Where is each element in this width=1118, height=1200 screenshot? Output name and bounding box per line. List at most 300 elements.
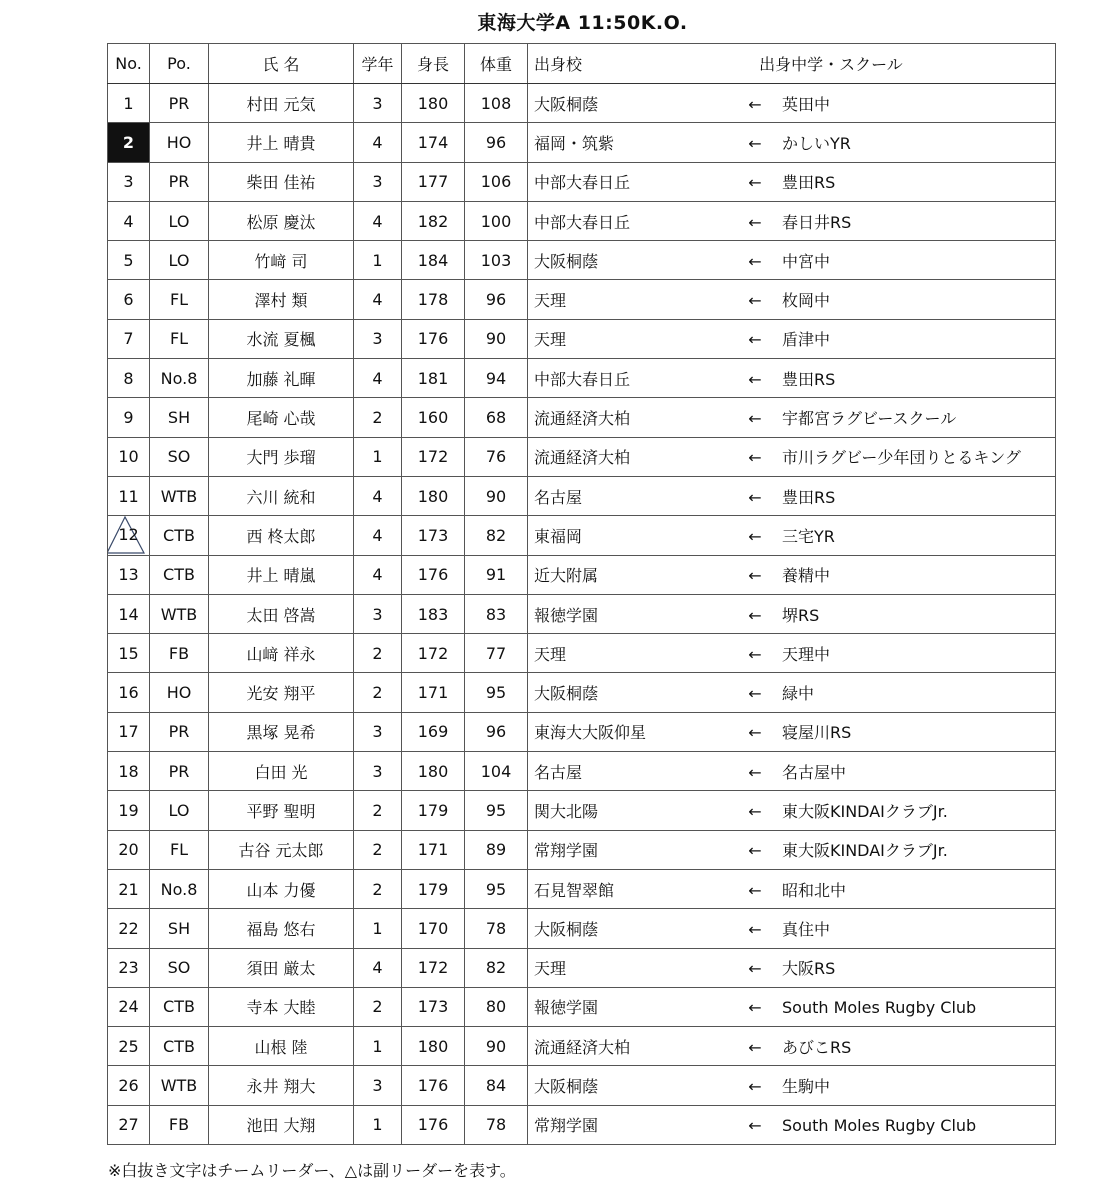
cell-name: 井上 晴貴: [209, 123, 354, 162]
cell-no: 24: [108, 987, 150, 1026]
cell-school: [528, 241, 1056, 280]
cell-no-text: 12: [118, 525, 139, 545]
cell-height: 173: [402, 516, 465, 555]
cell-position: WTB: [150, 1066, 209, 1105]
cell-school: [528, 84, 1056, 123]
arrow-icon: ←: [748, 291, 762, 311]
cell-no: 7: [108, 319, 150, 358]
cell-no: 20: [108, 830, 150, 869]
cell-school: [528, 712, 1056, 751]
cell-height: 179: [402, 791, 465, 830]
cell-position: PR: [150, 752, 209, 791]
arrow-icon: ←: [748, 173, 762, 193]
table-row: [108, 673, 1056, 712]
school-name: 天理: [534, 330, 567, 350]
cell-height: 176: [402, 1066, 465, 1105]
col-header-junior-label: 出身中学・スクール: [759, 55, 903, 74]
cell-no: 15: [108, 634, 150, 673]
school-name: 大阪桐蔭: [534, 94, 599, 114]
cell-height: 180: [402, 752, 465, 791]
junior-school-name: 天理中: [782, 644, 831, 664]
table-row: [108, 319, 1056, 358]
cell-no: 22: [108, 909, 150, 948]
page-title: 東海大学A 11:50K.O.: [477, 12, 688, 34]
cell-school: [528, 437, 1056, 476]
table-row: [108, 712, 1056, 751]
cell-name: 松原 慶汰: [209, 201, 354, 240]
arrow-icon: ←: [748, 723, 762, 743]
cell-position: CTB: [150, 555, 209, 594]
table-row: [108, 987, 1056, 1026]
cell-position: LO: [150, 241, 209, 280]
school-name: 近大附属: [534, 566, 599, 586]
cell-weight: 95: [465, 791, 528, 830]
school-name: 大阪桐蔭: [534, 919, 599, 939]
cell-position: CTB: [150, 516, 209, 555]
cell-position: FB: [150, 634, 209, 673]
cell-height: 182: [402, 201, 465, 240]
cell-year: 4: [354, 948, 402, 987]
junior-school-name: 英田中: [782, 94, 831, 114]
table-row: [108, 948, 1056, 987]
junior-school-name: 名古屋中: [782, 762, 847, 782]
col-header-year: 学年: [354, 44, 402, 84]
table-row: [108, 123, 1056, 162]
cell-position: SH: [150, 909, 209, 948]
cell-weight: 95: [465, 869, 528, 908]
cell-no: 3: [108, 162, 150, 201]
cell-height: 177: [402, 162, 465, 201]
cell-weight: 100: [465, 201, 528, 240]
cell-name: 村田 元気: [209, 84, 354, 123]
arrow-icon: ←: [748, 409, 762, 429]
cell-school: [528, 476, 1056, 515]
cell-weight: 96: [465, 712, 528, 751]
junior-school-name: 豊田RS: [782, 487, 836, 507]
cell-position: WTB: [150, 476, 209, 515]
col-header-school-label: 出身校: [534, 55, 583, 74]
cell-weight: 91: [465, 555, 528, 594]
cell-no: 21: [108, 869, 150, 908]
cell-height: 183: [402, 594, 465, 633]
cell-school: [528, 752, 1056, 791]
cell-school: [528, 791, 1056, 830]
cell-school: [528, 830, 1056, 869]
table-row: [108, 516, 1056, 555]
cell-height: 160: [402, 398, 465, 437]
cell-year: 2: [354, 673, 402, 712]
arrow-icon: ←: [748, 566, 762, 586]
table-row: [108, 359, 1056, 398]
cell-no: 4: [108, 201, 150, 240]
cell-name: 池田 大翔: [209, 1105, 354, 1144]
arrow-icon: ←: [748, 801, 762, 821]
cell-school: [528, 280, 1056, 319]
arrow-icon: ←: [748, 762, 762, 782]
cell-position: No.8: [150, 359, 209, 398]
junior-school-name: 堺RS: [782, 605, 820, 625]
cell-position: SH: [150, 398, 209, 437]
cell-position: FL: [150, 830, 209, 869]
table-row: [108, 476, 1056, 515]
cell-height: 169: [402, 712, 465, 751]
cell-height: 184: [402, 241, 465, 280]
arrow-icon: ←: [748, 1037, 762, 1057]
cell-position: SO: [150, 437, 209, 476]
school-name: 流通経済大柏: [534, 409, 631, 429]
arrow-icon: ←: [748, 998, 762, 1018]
cell-year: 2: [354, 869, 402, 908]
school-name: 常翔学園: [534, 1116, 599, 1136]
cell-height: 172: [402, 437, 465, 476]
junior-school-name: South Moles Rugby Club: [782, 998, 977, 1018]
cell-no: 18: [108, 752, 150, 791]
cell-year: 1: [354, 241, 402, 280]
cell-year: 3: [354, 162, 402, 201]
cell-year: 3: [354, 712, 402, 751]
table-row: [108, 909, 1056, 948]
junior-school-name: あびこRS: [782, 1037, 852, 1057]
cell-weight: 103: [465, 241, 528, 280]
cell-height: 178: [402, 280, 465, 319]
cell-position: PR: [150, 162, 209, 201]
footnote: ※白抜き文字はチームリーダー、△は副リーダーを表す。: [108, 1161, 516, 1180]
cell-school: [528, 162, 1056, 201]
cell-year: 3: [354, 752, 402, 791]
school-name: 報徳学園: [534, 605, 599, 625]
cell-position: No.8: [150, 869, 209, 908]
cell-name: 竹﨑 司: [209, 241, 354, 280]
cell-weight: 90: [465, 319, 528, 358]
school-name: 中部大春日丘: [534, 173, 631, 193]
cell-weight: 78: [465, 909, 528, 948]
arrow-icon: ←: [748, 330, 762, 350]
cell-position: LO: [150, 791, 209, 830]
school-name: 報徳学園: [534, 998, 599, 1018]
cell-name: 水流 夏楓: [209, 319, 354, 358]
cell-position: CTB: [150, 1027, 209, 1066]
table-row: [108, 437, 1056, 476]
cell-school: [528, 594, 1056, 633]
arrow-icon: ←: [748, 684, 762, 704]
cell-no: 19: [108, 791, 150, 830]
junior-school-name: 緑中: [782, 684, 815, 704]
arrow-icon: ←: [748, 841, 762, 861]
cell-year: 4: [354, 123, 402, 162]
table-row: [108, 1105, 1056, 1144]
roster-table: [107, 43, 1056, 1145]
junior-school-name: South Moles Rugby Club: [782, 1116, 977, 1136]
junior-school-name: 真住中: [782, 919, 831, 939]
junior-school-name: 東大阪KINDAIクラブJr.: [782, 801, 948, 821]
cell-height: 180: [402, 476, 465, 515]
cell-weight: 96: [465, 123, 528, 162]
table-row: [108, 752, 1056, 791]
cell-height: 180: [402, 84, 465, 123]
junior-school-name: 盾津中: [782, 330, 831, 350]
cell-school: [528, 909, 1056, 948]
cell-year: 2: [354, 634, 402, 673]
junior-school-name: 三宅YR: [782, 526, 835, 546]
cell-position: PR: [150, 712, 209, 751]
col-header-weight: 体重: [465, 44, 528, 84]
school-name: 名古屋: [534, 487, 583, 507]
cell-name: 平野 聖明: [209, 791, 354, 830]
junior-school-name: 枚岡中: [782, 291, 831, 311]
table-row: [108, 201, 1056, 240]
school-name: 天理: [534, 644, 567, 664]
cell-school: [528, 555, 1056, 594]
table-row: [108, 634, 1056, 673]
cell-weight: 90: [465, 476, 528, 515]
school-name: 石見智翠館: [534, 880, 615, 900]
cell-height: 172: [402, 634, 465, 673]
cell-height: 170: [402, 909, 465, 948]
cell-school: [528, 673, 1056, 712]
cell-school: [528, 359, 1056, 398]
cell-school: [528, 123, 1056, 162]
school-name: 東福岡: [534, 526, 583, 546]
cell-weight: 106: [465, 162, 528, 201]
cell-no: 6: [108, 280, 150, 319]
cell-weight: 104: [465, 752, 528, 791]
cell-name: 光安 翔平: [209, 673, 354, 712]
cell-height: 180: [402, 1027, 465, 1066]
cell-year: 3: [354, 84, 402, 123]
cell-year: 4: [354, 201, 402, 240]
table-row: [108, 84, 1056, 123]
cell-weight: 90: [465, 1027, 528, 1066]
cell-year: 4: [354, 359, 402, 398]
junior-school-name: 東大阪KINDAIクラブJr.: [782, 841, 948, 861]
cell-no: 26: [108, 1066, 150, 1105]
cell-name: 加藤 礼暉: [209, 359, 354, 398]
cell-weight: 95: [465, 673, 528, 712]
junior-school-name: かしいYR: [782, 133, 851, 153]
cell-name: 澤村 類: [209, 280, 354, 319]
cell-year: 1: [354, 1105, 402, 1144]
junior-school-name: 中宮中: [782, 251, 831, 271]
junior-school-name: 寝屋川RS: [782, 723, 852, 743]
cell-no: 14: [108, 594, 150, 633]
cell-year: 2: [354, 791, 402, 830]
cell-school: [528, 1066, 1056, 1105]
school-name: 大阪桐蔭: [534, 1077, 599, 1097]
junior-school-name: 豊田RS: [782, 173, 836, 193]
cell-name: 寺本 大睦: [209, 987, 354, 1026]
school-name: 流通経済大柏: [534, 1037, 631, 1057]
arrow-icon: ←: [748, 251, 762, 271]
cell-height: 171: [402, 673, 465, 712]
cell-school: [528, 398, 1056, 437]
col-header-school: [528, 44, 1056, 84]
arrow-icon: ←: [748, 959, 762, 979]
col-header-no: No.: [108, 44, 150, 84]
arrow-icon: ←: [748, 919, 762, 939]
junior-school-name: 大阪RS: [782, 959, 836, 979]
table-row: [108, 280, 1056, 319]
cell-position: FL: [150, 280, 209, 319]
cell-no: 17: [108, 712, 150, 751]
cell-height: 176: [402, 319, 465, 358]
table-row: [108, 869, 1056, 908]
cell-weight: 83: [465, 594, 528, 633]
cell-year: 3: [354, 1066, 402, 1105]
cell-year: 1: [354, 909, 402, 948]
cell-position: WTB: [150, 594, 209, 633]
cell-position: HO: [150, 673, 209, 712]
cell-height: 181: [402, 359, 465, 398]
table-row: [108, 241, 1056, 280]
table-row: [108, 1027, 1056, 1066]
cell-no: 25: [108, 1027, 150, 1066]
cell-position: LO: [150, 201, 209, 240]
cell-name: 尾崎 心哉: [209, 398, 354, 437]
cell-weight: 77: [465, 634, 528, 673]
junior-school-name: 豊田RS: [782, 369, 836, 389]
arrow-icon: ←: [748, 1077, 762, 1097]
school-name: 大阪桐蔭: [534, 684, 599, 704]
cell-name: 古谷 元太郎: [209, 830, 354, 869]
arrow-icon: ←: [748, 448, 762, 468]
cell-weight: 89: [465, 830, 528, 869]
cell-height: 176: [402, 555, 465, 594]
cell-no-vice-leader: [108, 516, 150, 555]
cell-no: 11: [108, 476, 150, 515]
arrow-icon: ←: [748, 644, 762, 664]
school-name: 東海大大阪仰星: [534, 723, 647, 743]
cell-year: 4: [354, 280, 402, 319]
cell-name: 黒塚 晃希: [209, 712, 354, 751]
cell-name: 山﨑 祥永: [209, 634, 354, 673]
junior-school-name: 生駒中: [782, 1077, 831, 1097]
cell-weight: 96: [465, 280, 528, 319]
school-name: 福岡・筑紫: [534, 133, 615, 153]
arrow-icon: ←: [748, 94, 762, 114]
cell-no: 27: [108, 1105, 150, 1144]
cell-name: 須田 厳太: [209, 948, 354, 987]
cell-name: 永井 翔大: [209, 1066, 354, 1105]
cell-weight: 80: [465, 987, 528, 1026]
cell-no-leader: 2: [108, 123, 150, 162]
cell-height: 179: [402, 869, 465, 908]
cell-height: 176: [402, 1105, 465, 1144]
school-name: 名古屋: [534, 762, 583, 782]
cell-year: 4: [354, 516, 402, 555]
junior-school-name: 春日井RS: [782, 212, 852, 232]
col-header-name: 氏 名: [209, 44, 354, 84]
col-header-height: 身長: [402, 44, 465, 84]
junior-school-name: 市川ラグビー少年団りとるキング: [782, 448, 1021, 468]
cell-position: FB: [150, 1105, 209, 1144]
table-row: [108, 398, 1056, 437]
junior-school-name: 昭和北中: [782, 880, 847, 900]
cell-no: 9: [108, 398, 150, 437]
school-name: 関大北陽: [534, 801, 599, 821]
table-row: [108, 791, 1056, 830]
cell-year: 1: [354, 437, 402, 476]
arrow-icon: ←: [748, 133, 762, 153]
cell-no: 1: [108, 84, 150, 123]
school-name: 常翔学園: [534, 841, 599, 861]
arrow-icon: ←: [748, 369, 762, 389]
cell-school: [528, 201, 1056, 240]
school-name: 天理: [534, 959, 567, 979]
cell-year: 4: [354, 555, 402, 594]
cell-school: [528, 516, 1056, 555]
cell-school: [528, 948, 1056, 987]
cell-position: FL: [150, 319, 209, 358]
cell-name: 山本 力優: [209, 869, 354, 908]
cell-no: 13: [108, 555, 150, 594]
cell-weight: 108: [465, 84, 528, 123]
cell-school: [528, 987, 1056, 1026]
cell-name: 太田 啓嵩: [209, 594, 354, 633]
cell-name: 柴田 佳祐: [209, 162, 354, 201]
cell-school: [528, 869, 1056, 908]
junior-school-name: 養精中: [782, 566, 831, 586]
cell-name: 六川 統和: [209, 476, 354, 515]
cell-year: 3: [354, 594, 402, 633]
arrow-icon: ←: [748, 526, 762, 546]
school-name: 流通経済大柏: [534, 448, 631, 468]
cell-weight: 82: [465, 948, 528, 987]
cell-position: HO: [150, 123, 209, 162]
arrow-icon: ←: [748, 1116, 762, 1136]
school-name: 中部大春日丘: [534, 369, 631, 389]
school-name: 天理: [534, 291, 567, 311]
cell-year: 3: [354, 319, 402, 358]
cell-school: [528, 1105, 1056, 1144]
cell-position: CTB: [150, 987, 209, 1026]
arrow-icon: ←: [748, 487, 762, 507]
cell-name: 井上 晴嵐: [209, 555, 354, 594]
cell-height: 174: [402, 123, 465, 162]
cell-height: 171: [402, 830, 465, 869]
cell-school: [528, 1027, 1056, 1066]
cell-height: 173: [402, 987, 465, 1026]
col-header-position: Po.: [150, 44, 209, 84]
cell-no: 16: [108, 673, 150, 712]
junior-school-name: 宇都宮ラグビースクール: [782, 409, 957, 429]
table-header-row: [108, 44, 1056, 84]
cell-no: 5: [108, 241, 150, 280]
cell-name: 福島 悠右: [209, 909, 354, 948]
cell-name: 大門 歩瑠: [209, 437, 354, 476]
cell-weight: 94: [465, 359, 528, 398]
school-name: 大阪桐蔭: [534, 251, 599, 271]
cell-position: PR: [150, 84, 209, 123]
cell-weight: 68: [465, 398, 528, 437]
cell-name: 白田 光: [209, 752, 354, 791]
school-name: 中部大春日丘: [534, 212, 631, 232]
cell-weight: 78: [465, 1105, 528, 1144]
cell-school: [528, 634, 1056, 673]
arrow-icon: ←: [748, 880, 762, 900]
cell-name: 山根 陸: [209, 1027, 354, 1066]
arrow-icon: ←: [748, 605, 762, 625]
arrow-icon: ←: [748, 212, 762, 232]
cell-no: 8: [108, 359, 150, 398]
cell-year: 4: [354, 476, 402, 515]
cell-year: 1: [354, 1027, 402, 1066]
table-row: [108, 1066, 1056, 1105]
cell-weight: 76: [465, 437, 528, 476]
cell-year: 2: [354, 987, 402, 1026]
table-row: [108, 555, 1056, 594]
table-row: [108, 162, 1056, 201]
cell-weight: 82: [465, 516, 528, 555]
